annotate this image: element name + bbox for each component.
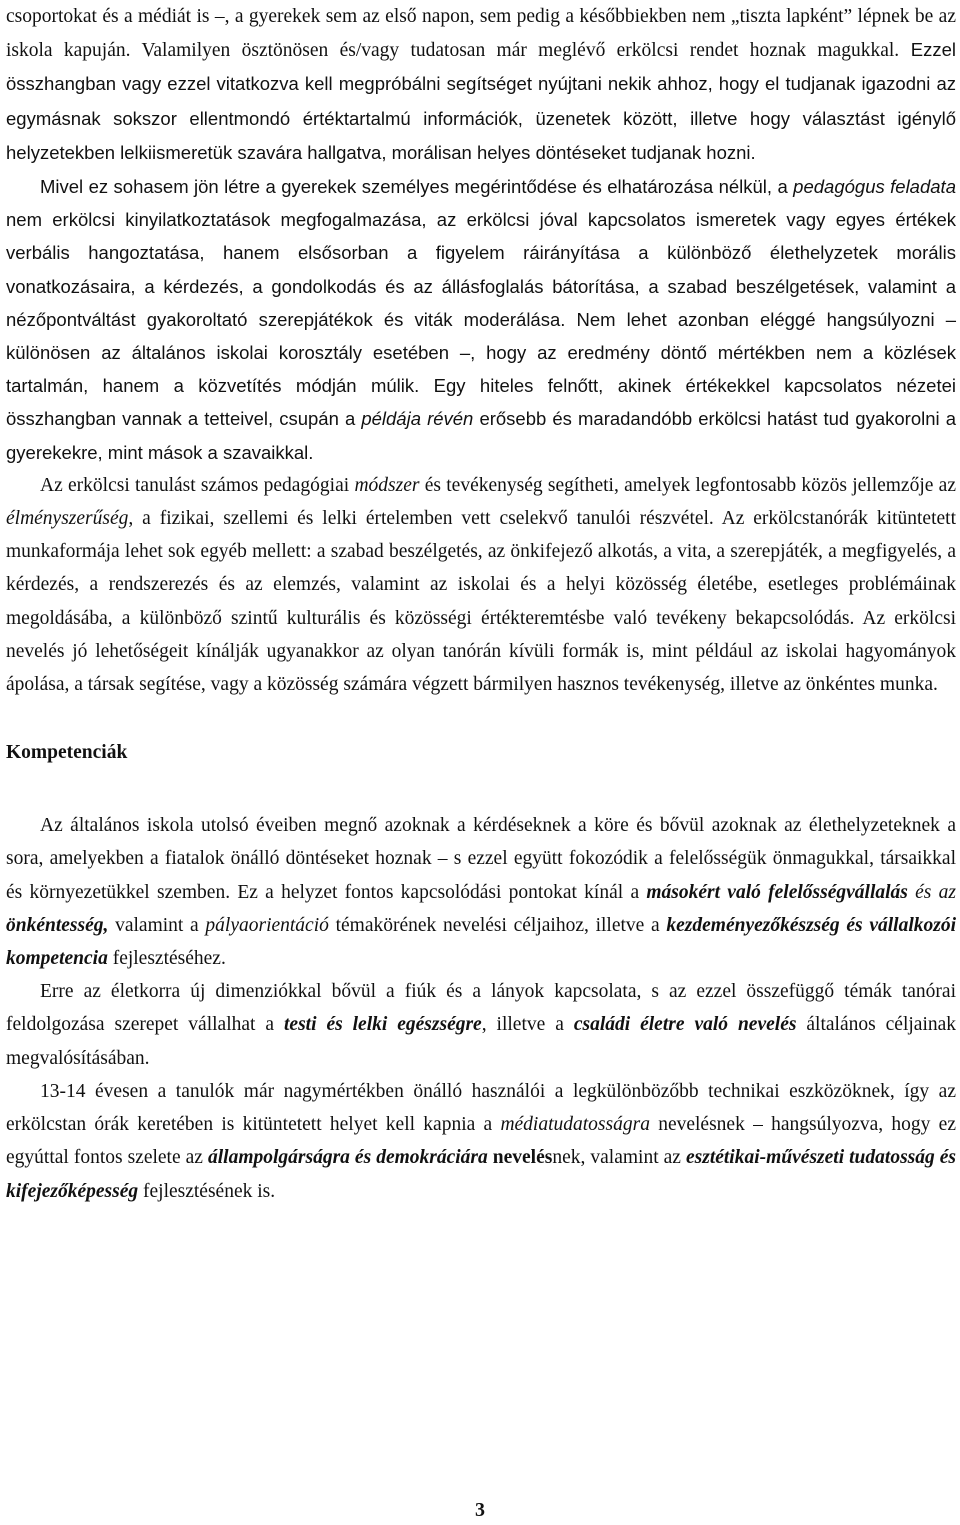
paragraph-text: Az általános iskola utolsó éveiben megnő azoknak a kérdéseknek a köre és bővül azoknak az élethelyzeteknek a sora, amelyekben a fiatalok önálló döntéseket hoznak – s ezzel együtt fokozódik a felelősségük önmagukkal, társaikkal és környezetükkel szemben. <box>6 815 956 903</box>
section-moral-education <box>6 0 956 701</box>
bold-italic-term: másokért való felelősségvállalás <box>646 881 908 903</box>
paragraph <box>6 170 956 469</box>
section-competencies <box>6 809 956 1207</box>
paragraph-text: csoportokat és a médiát is –, a gyerekek sem az első napon, sem pedig a későbbiekben nem „tiszta lapként” lépnek be az iskola kapuján. Valamilyen ösztönösen és/vagy tudatosan már meglévő erkölcsi rendet hoznak magukkal. <box>6 6 956 62</box>
italic-term: médiatudatosságra <box>500 1114 650 1136</box>
italic-term: példája révén <box>361 408 474 430</box>
paragraph-text: Ez a helyzet fontos kapcsolódási pontokat kínál a <box>230 881 647 903</box>
paragraph-text: nem erkölcsi kinyilatkoztatások megfogalmazása, az erkölcsi jóval kapcsolatos ismeretek vagy egyes értékek verbális hangoztatása, hanem elsősorban a figyelem ráirányítása a különböző élethelyzetek morális vonatkozásaira, a kérdezés, a gondolkodás és az állásfoglalás bátorítása, a szabad beszélgetések, valamint a nézőpontváltást gyakoroltató szerepjátékok és viták moderálása. Nem lehet azonban eléggé hangsúlyozni – különösen az általános iskolai korosztály esetében –, hogy az eredmény döntő mértékben nem a közlések tartalmán, hanem a közvetítés módján múlik. Egy hiteles felnőtt, akinek értékekkel kapcsolatos nézetei összhangban vannak a tetteivel, csupán a <box>6 209 956 430</box>
paragraph-text: fejlesztéséhez. <box>107 948 226 970</box>
bold-term: nevelés <box>487 1147 553 1169</box>
paragraph-text: Az erkölcsi tanulást számos pedagógiai <box>40 474 355 496</box>
paragraph <box>6 809 956 975</box>
paragraph <box>6 0 956 170</box>
italic-term: és az <box>907 881 956 903</box>
page-number: 3 <box>475 1499 485 1521</box>
italic-term: pedagógus feladata <box>793 176 956 198</box>
bold-italic-term: állampolgárságra és demokráciára <box>207 1147 488 1169</box>
paragraph-text: erősebb és maradandóbb erkölcsi hatást tud gyakorolni a gyerekekre, mint mások a szavaikkal. <box>6 408 956 463</box>
paragraph-text: általános céljainak megvalósításában. <box>6 1014 957 1069</box>
paragraph <box>6 469 956 701</box>
paragraph-text: Mivel ez sohasem jön létre a gyerekek személyes megérintődése és elhatározása nélkül, a <box>40 176 794 198</box>
paragraph-text: nek, valamint az <box>552 1147 686 1169</box>
bold-italic-term: esztétikai-művészeti tudatosság és kifejezőképesség <box>6 1147 957 1202</box>
paragraph-text: Ezzel összhangban vagy ezzel vitatkozva kell megpróbálni segítséget nyújtani nekik ahhoz, hogy el tudjanak igazodni az egymásnak sokszor ellentmondó értéktartalmú információk, üzenetek között, illetve hogy választást igénylő helyzetekben lelkiismeretük szavára hallgatva, morálisan helyes döntéseket tudjanak hozni. <box>6 39 956 163</box>
paragraph-text: , illetve a <box>481 1014 574 1036</box>
section-heading: Kompetenciák <box>6 742 128 764</box>
italic-term: módszer <box>354 474 420 496</box>
bold-italic-term: kezdeményezőkészség és vállalkozói kompetencia <box>6 914 956 970</box>
paragraph-text: nevelésnek – hangsúlyozva, hogy ez egyúttal fontos szelete az <box>6 1114 956 1169</box>
italic-term: pályaorientáció <box>205 914 329 936</box>
paragraph-text: témakörének nevelési céljaihoz, illetve a <box>328 914 667 936</box>
paragraph-text: valamint a <box>108 914 206 936</box>
bold-italic-term: testi és lelki egészségre <box>284 1014 482 1036</box>
bold-italic-term: családi életre való nevelés <box>573 1014 797 1036</box>
paragraph-text: és tevékenység segítheti, amelyek legfontosabb közös jellemzője az <box>419 474 956 496</box>
paragraph <box>6 975 956 1075</box>
paragraph-text: Erre az életkorra új dimenziókkal bővül a fiúk és a lányok kapcsolata, s az ezzel összefüggő témák tanórai feldolgozása szerepet vállalhat a <box>6 981 956 1036</box>
paragraph-text: 13-14 évesen a tanulók már nagymértékben önálló használói a legkülönbözőbb technikai eszközöknek, így az erkölcstan órák keretében is kitüntetett helyet kell kapnia a <box>6 1080 956 1136</box>
paragraph-text: , a fizikai, szellemi és lelki értelemben vett cselekvő tanulói részvétel. Az erkölcstanórák kitüntetett munkaformája lehet sok egyéb mellett: a szabad beszélgetés, az önkifejező alkotás, a vita, a szerepjáték, a megfigyelés, a kérdezés, a rendszerezés és az elemzés, valamint az iskolai és a helyi közösség életébe, esetleges problémáinak megoldásába, a különböző szintű kulturális és közösségi értékteremtésbe való tevékeny bekapcsolódás. Az erkölcsi nevelés jó lehetőségeit kínálják ugyanakkor az olyan tanórán kívüli formák is, mint például az iskolai hagyományok ápolása, a társak segítése, vagy a közösség számára végzett bármilyen hasznos tevékenység, illetve az önkéntes munka. <box>6 508 956 696</box>
bold-italic-term: önkéntesség, <box>6 914 109 936</box>
paragraph-text: fejlesztésének is. <box>138 1180 276 1202</box>
italic-term: élményszerűség <box>6 508 129 530</box>
paragraph <box>6 1075 956 1208</box>
